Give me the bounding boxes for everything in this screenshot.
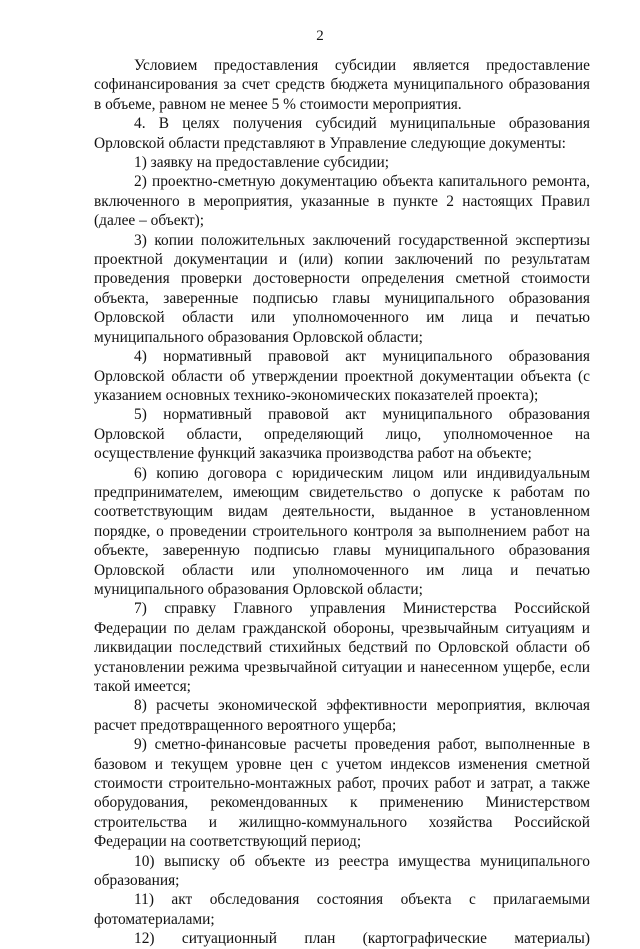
list-item-7: 7) справку Главного управления Министерства Российской Федерации по делам гражданской обороны, чрезвычайным ситуациям и ликвидации последствий стихийных бедствий по Орловской области об установлении режима чрезвычайной ситуации и нанесенном ущербе, если такой имеется; <box>94 600 590 695</box>
paragraph-item-4-intro: 4. В целях получения субсидий муниципальные образования Орловской области представляют в Управление следующие документы: <box>94 115 590 152</box>
page-number: 2 <box>316 28 324 44</box>
list-item-10: 10) выписку об объекте из реестра имущества муниципального образования; <box>94 852 590 890</box>
paragraph-cofinancing-condition: Условием предоставления субсидии является предоставление софинансирования за счет средств бюджета муниципального образования в объеме, равном не менее 5 % стоимости мероприятия. <box>94 57 590 113</box>
list-item-11: 11) акт обследования состояния объекта с прилагаемыми фотоматериалами; <box>94 891 590 928</box>
list-item-8: 8) расчеты экономической эффективности мероприятия, включая расчет предотвращенного вероятного ущерба; <box>94 697 590 734</box>
list-item-4: 4) нормативный правовой акт муниципального образования Орловской области об утверждении проектной документации объекта (с указанием основных технико-экономических показателей проекта); <box>94 348 590 404</box>
list-item-6: 6) копию договора с юридическим лицом или индивидуальным предпринимателем, имеющим свидетельство о допуске к работам по соответствующим видам деятельности, выданное в установленном порядке, о проведении строительного контроля за выполнением работ на объекте, заверенную подписью главы муниципального образования Орловской области или уполномоченного им лица и печатью муниципального образования Орловской области; <box>94 464 590 598</box>
list-item-9: 9) сметно-финансовые расчеты проведения работ, выполненные в базовом и текущем уровне цен с учетом индексов изменения сметной стоимости строительно-монтажных работ, прочих работ и затрат, а также оборудования, рекомендованных к применению Министерством строительства и жилищно-коммунального хозяйства Российской Федерации на соответствующий период; <box>94 736 590 851</box>
list-item-2: 2) проектно-сметную документацию объекта капитального ремонта, включенного в мероприятия, указанные в пункте 2 настоящих Правил (далее – объект); <box>94 173 590 230</box>
document-body <box>94 56 590 949</box>
list-item-5: 5) нормативный правовой акт муниципального образования Орловской области, определяющий лицо, уполномоченное на осуществление функций заказчика производства работ на объекте; <box>94 406 590 463</box>
list-item-1: 1) заявку на предоставление субсидии; <box>134 154 390 172</box>
list-item-12: 12) ситуационный план (картографические материалы) <box>134 930 590 948</box>
list-item-3: 3) копии положительных заключений государственной экспертизы проектной документации и (или) копии заключений по результатам проведения проверки достоверности определения сметной стоимости объекта, заверенные подписью главы муниципального образования Орловской области или уполномоченного им лица и печатью муниципального образования Орловской области; <box>94 231 590 346</box>
